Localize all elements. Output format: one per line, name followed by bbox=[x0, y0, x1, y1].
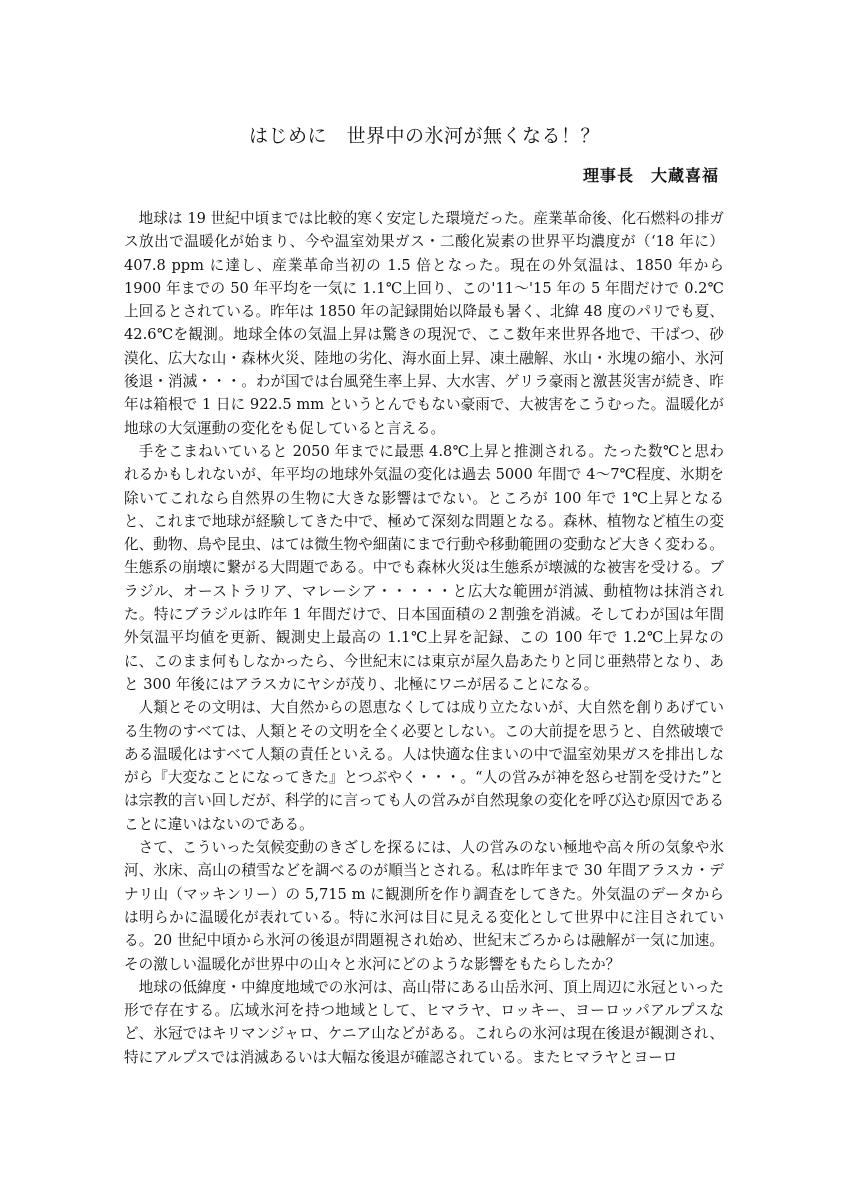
paragraph: 人類とその文明は、大自然からの恩恵なくしては成り立たないが、大自然を創りあげている生物のすべては、人類とその文明を全く必要としない。この大前提を思うと、自然破壊である温暖化はすべて人類の責任といえる。人は快適な住まいの中で温室効果ガスを排出しながら『大変なことになってきた』とつぶやく・・・。“人の営みが神を怒らせ罰を受けた”とは宗教的言い回しだが、科学的に言っても人の営みが自然現象の変化を呼び込む原因であることに違いはないのである。 bbox=[124, 699, 724, 833]
document-title: はじめに 世界中の氷河が無くなる！？ bbox=[248, 125, 600, 147]
author-line: 理事長 大蔵喜福 bbox=[582, 166, 719, 185]
paragraph: 地球は 19 世紀中頃までは比較的寒く安定した環境だった。産業革命後、化石燃料の排ガス放出で温暖化が始まり、今や温室効果ガス・二酸化炭素の世界平均濃度が（‘18 年に）407.8 ppm に達し、産業革命当初の 1.5 倍となった。現在の外気温は、1850 年から 1900 年までの 50 年平均を一気に 1.1℃上回り、この'11〜'15 年の 5 年間だけで 0.2℃上回るとされている。昨年は 1850 年の記録開始以降最も暑く、北緯 48 度のパリでも夏、42.6℃を観測。地球全体の気温上昇は驚きの現況で、ここ数年来世界各地で、干ばつ、砂漠化、広大な山・森林火災、陸地の劣化、海水面上昇、凍土融解、氷山・氷塊の縮小、氷河後退・消滅・・・。わが国では台風発生率上昇、大水害、ゲリラ豪雨と激甚災害が続き、昨年は箱根で 1 日に 922.5 mm というとんでもない豪雨で、大被害をこうむった。温暖化が地球の大気運動の変化をも促していると言える。 bbox=[124, 210, 724, 437]
paragraph: さて、こういった気候変動のきざしを探るには、人の営みのない極地や高々所の気象や氷河、氷床、高山の積雪などを調べるのが順当とされる。私は昨年まで 30 年間アラスカ・デナリ山（マッキンリー）の 5,715 m に観測所を作り調査をしてきた。外気温のデータからは明らかに温暖化が表れている。特に氷河は目に見える変化として世界中に注目されている。20 世紀中頃から氷河の後退が問題視され始め、世紀末ごろからは融解が一気に加速。その激しい温暖化が世界中の山々と氷河にどのような影響をもたらしたか？ bbox=[124, 839, 724, 973]
paragraph: 手をこまねいていると 2050 年までに最悪 4.8℃上昇と推測される。たった数℃と思われるかもしれないが、年平均の地球外気温の変化は過去 5000 年間で 4〜7℃程度、氷期を除いてこれなら自然界の生物に大きな影響はでない。ところが 100 年で 1℃上昇となると、これまで地球が経験してきた中で、極めて深刻な問題となる。森林、植物など植生の変化、動物、鳥や昆虫、はては微生物や細菌にまで行動や移動範囲の変動など大きく変わる。生態系の崩壊に繋がる大問題である。中でも森林火災は生態系が壊滅的な被害を受ける。ブラジル、オーストラリア、マレーシア・・・・・と広大な範囲が消滅、動植物は抹消された。特にブラジルは昨年 1 年間だけで、日本国面積の２割強を消滅。そしてわが国は年間外気温平均値を更新、観測史上最高の 1.1℃上昇を記録、この 100 年で 1.2℃上昇なのに、このまま何もしなかったら、今世紀末には東京が屋久島あたりと同じ亜熱帯となり、あと 300 年後にはアラスカにヤシが茂り、北極にワニが居ることになる。 bbox=[124, 442, 724, 693]
paragraph: 地球の低緯度・中緯度地域での氷河は、高山帯にある山岳氷河、頂上周辺に氷冠といった形で存在する。広域氷河を持つ地域として、ヒマラヤ、ロッキー、ヨーロッパアルプスなど、氷冠ではキリマンジャロ、ケニア山などがある。これらの氷河は現在後退が観測され、特にアルプスでは消滅あるいは大幅な後退が確認されている。またヒマラヤとヨーロ bbox=[124, 978, 724, 1066]
document-body bbox=[124, 207, 724, 1069]
